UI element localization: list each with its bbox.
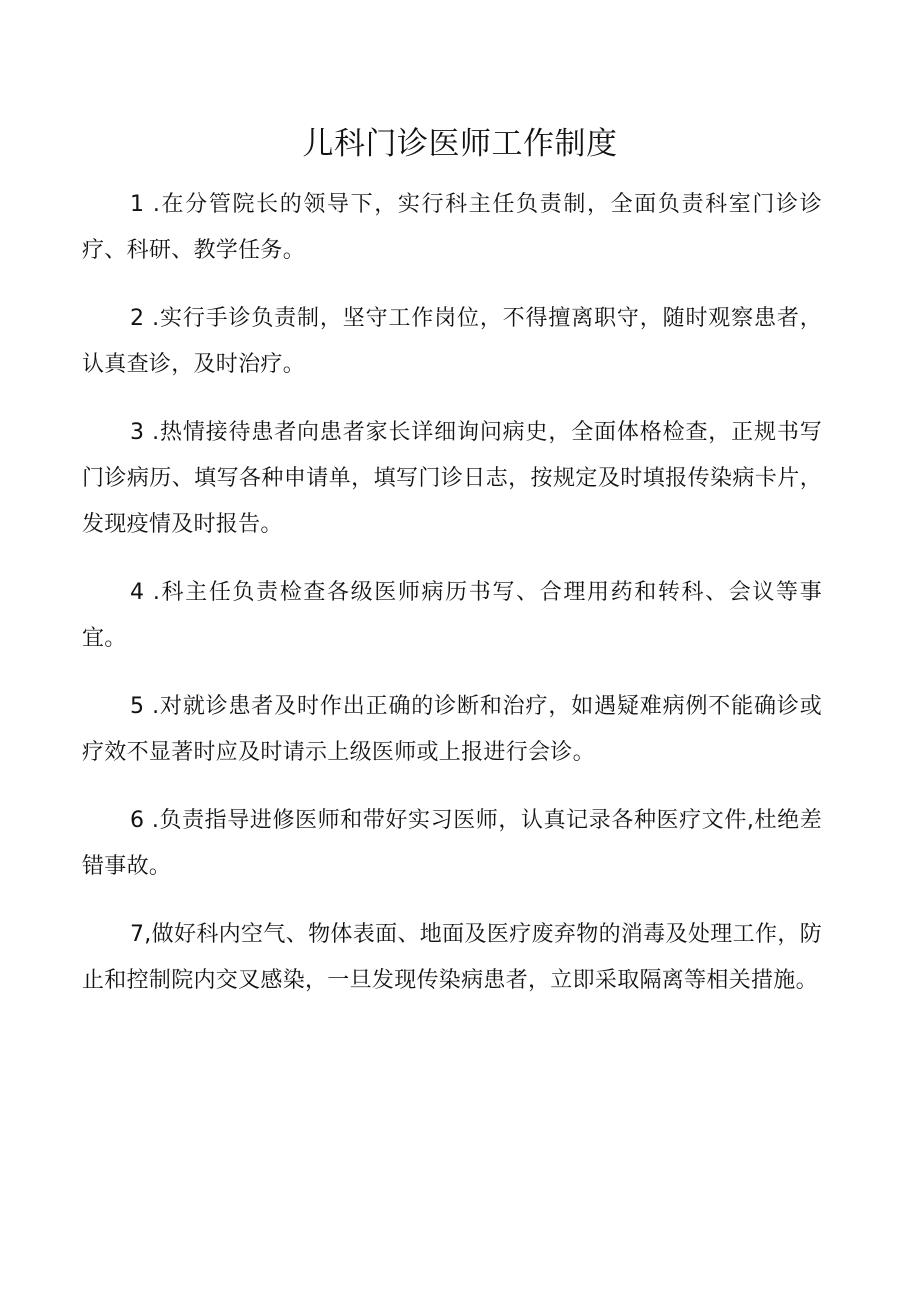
document-title: 儿科门诊医师工作制度 [302, 126, 618, 162]
paragraph-2: 2 .实行手诊负责制，坚守工作岗位，不得擅离职守，随时观察患者，认真查诊，及时治疗。 [82, 306, 822, 377]
paragraph-6: 6 .负责指导进修医师和带好实习医师，认真记录各种医疗文件,杜绝差错事故。 [82, 808, 822, 879]
paragraph-3: 3 .热情接待患者向患者家长详细询问病史，全面体格检查，正规书写门诊病历、填写各种申请单，填写门诊日志，按规定及时填报传染病卡片，发现疫情及时报告。 [82, 420, 822, 537]
paragraph-5: 5 .对就诊患者及时作出正确的诊断和治疗，如遇疑难病例不能确诊或疗效不显著时应及时请示上级医师或上报进行会诊。 [82, 694, 822, 765]
paragraph-1: 1 .在分管院长的领导下，实行科主任负责制，全面负责科室门诊诊疗、科研、教学任务。 [82, 192, 822, 263]
paragraph-4: 4 .科主任负责检查各级医师病历书写、合理用药和转科、会议等事宜。 [82, 580, 822, 651]
paragraph-7: 7,做好科内空气、物体表面、地面及医疗废弃物的消毒及处理工作，防止和控制院内交叉感染，一旦发现传染病患者，立即采取隔离等相关措施。 [82, 922, 822, 993]
document-body [82, 182, 822, 1026]
